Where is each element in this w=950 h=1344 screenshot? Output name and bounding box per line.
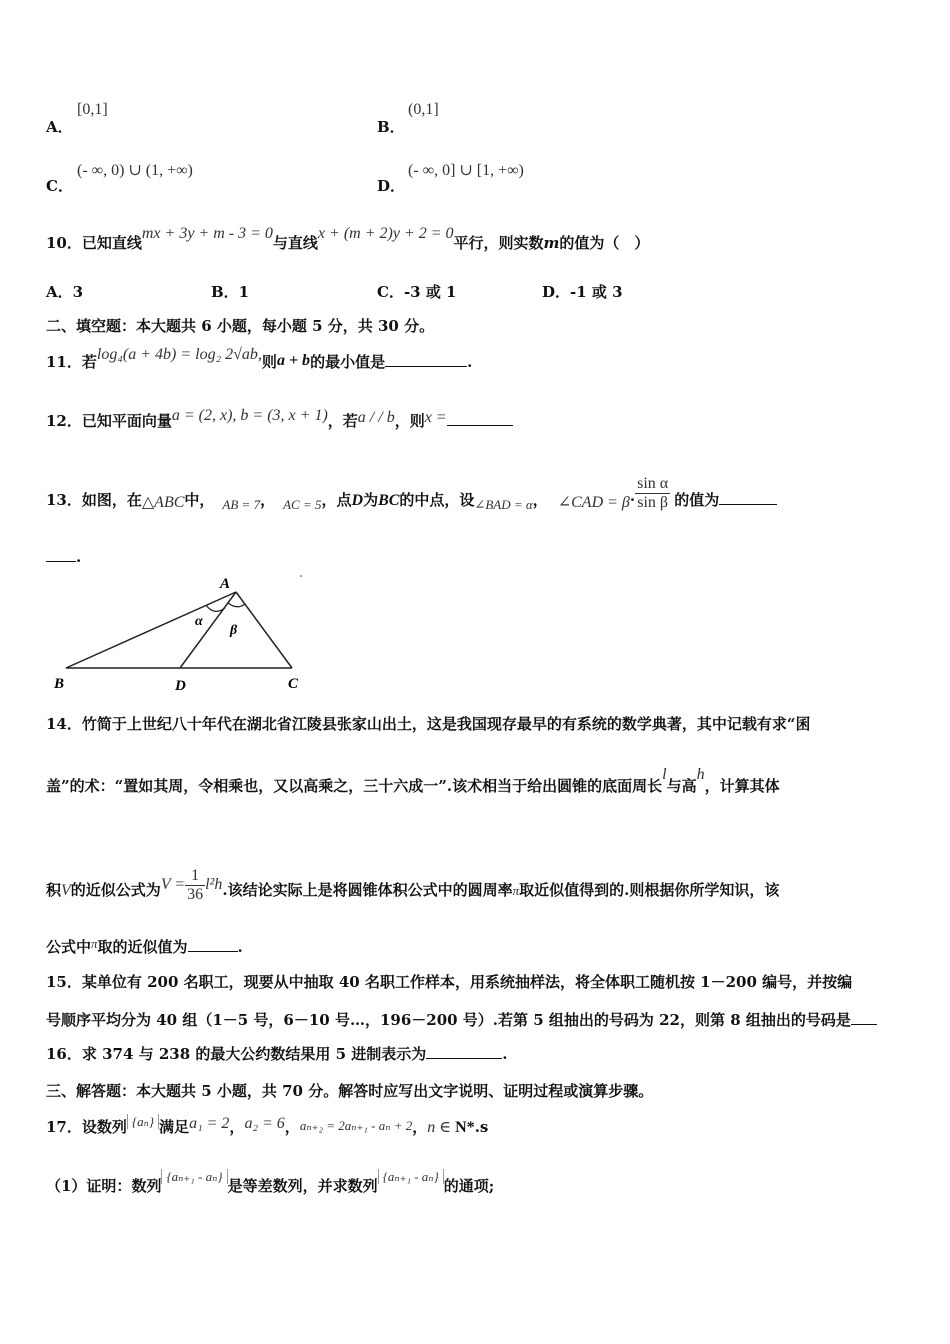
q11-prefix: 11．若 bbox=[46, 353, 97, 371]
q13-continuation bbox=[46, 547, 81, 566]
q14-line1: 14．竹简于上世纪八十年代在湖北省江陵县张家山出土，这是我国现存最早的有系统的数学典著，其中记载有求“囷 bbox=[46, 715, 811, 733]
q13-bad: ∠BAD = α bbox=[474, 497, 533, 513]
q14-line4a: 公式中 bbox=[46, 938, 92, 956]
q14-line3a: 积 bbox=[46, 881, 62, 900]
q10-prefix: 10．已知直线 bbox=[46, 234, 142, 252]
q15-answer-blank bbox=[851, 1010, 877, 1025]
figure-angle-alpha-arc bbox=[206, 605, 225, 611]
q17-sep3: ， bbox=[412, 1118, 428, 1136]
q13-answer-blank bbox=[719, 490, 777, 505]
q11-var: a + b bbox=[276, 352, 311, 369]
q13-triangle-figure bbox=[50, 568, 320, 698]
q12-mid: ，若 bbox=[327, 412, 358, 430]
q11-stem: 11．若log₄(a + 4b) = log₂ 2√ab,则a + b的最小值是 . bbox=[46, 346, 473, 371]
q14-line3d: 取近似值得到的.则根据你所学知识，该 bbox=[519, 881, 780, 900]
q14-formula-lhs: V = bbox=[160, 876, 186, 894]
q15-line1: 15．某单位有 200 名职工，现要从中抽取 40 名职工作样本，用系统抽样法，将全体职工随机按 1－200 编号，并按编 bbox=[46, 973, 853, 991]
q9-option-b-expr: (0,1] bbox=[408, 101, 439, 118]
q13-t1: 中， bbox=[184, 491, 215, 510]
q14-formula-rhs: l²h bbox=[205, 876, 223, 894]
q13-frac-num: sin α bbox=[637, 475, 669, 492]
q17-prefix: 17．设数列 bbox=[46, 1118, 127, 1136]
q17-recurrence: aₙ₊₂ = 2aₙ₊₁ - aₙ + 2 bbox=[299, 1118, 413, 1133]
q10-option-d: D．-1 或 3 bbox=[542, 283, 623, 301]
q11-expr: log₄(a + 4b) = log₂ 2√ab, bbox=[96, 346, 262, 363]
q10-line1: mx + 3y + m - 3 = 0 bbox=[141, 225, 273, 242]
q14-pi: π bbox=[512, 883, 520, 899]
q15-line2-wrap bbox=[46, 1009, 877, 1030]
q13-t3: ，点 bbox=[321, 491, 352, 510]
q13-t2: ， bbox=[260, 491, 276, 510]
q9-option-a-expr: [0,1] bbox=[77, 101, 108, 118]
q17-sep1: ， bbox=[229, 1118, 245, 1136]
q14-line4b: 取的近似值为 bbox=[97, 938, 188, 956]
q11-mid: 则 bbox=[261, 353, 277, 371]
q9-option-a-label: A． bbox=[46, 118, 73, 136]
q12-ask: x = bbox=[424, 409, 447, 426]
figure-label-c: C bbox=[288, 676, 299, 692]
q14-pi-2: π bbox=[91, 936, 98, 951]
figure-side-ab bbox=[66, 592, 236, 668]
q10-var: m bbox=[543, 234, 560, 252]
q17-a2: a₂ = 6 bbox=[244, 1115, 285, 1132]
q17-seq: {aₙ} bbox=[127, 1114, 159, 1129]
q12-cond: a / / b bbox=[357, 409, 395, 426]
q14-line2c: ，计算其体 bbox=[704, 777, 780, 795]
q13-bc: BC bbox=[378, 492, 400, 510]
q13-triangle: △ABC bbox=[141, 494, 185, 512]
q10-option-a: A．3 bbox=[46, 283, 84, 301]
figure-side-ac bbox=[236, 592, 292, 668]
figure-label-d: D bbox=[175, 678, 186, 694]
figure-stray-dot bbox=[300, 575, 302, 577]
q17-a1: a₁ = 2 bbox=[189, 1115, 230, 1132]
q12-mid2: ，则 bbox=[394, 412, 425, 430]
q14-var-l: l bbox=[662, 766, 667, 783]
figure-label-beta: β bbox=[230, 623, 238, 638]
q10-option-c: C．-3 或 1 bbox=[377, 283, 457, 301]
q16-end: . bbox=[502, 1045, 508, 1063]
section-3-heading: 三、解答题：本大题共 5 小题，共 70 分。解答时应写出文字说明、证明过程或演算步骤。 bbox=[46, 1082, 654, 1100]
q14-line4c: . bbox=[237, 938, 243, 956]
q12-stem bbox=[46, 407, 513, 431]
q13-t5: 的中点，设 bbox=[399, 491, 475, 510]
figure-label-b: B bbox=[54, 676, 65, 692]
q13-stem bbox=[46, 475, 777, 519]
q14-formula-den: 36 bbox=[187, 885, 204, 903]
q9-option-d-label: D． bbox=[377, 177, 406, 195]
q17-sep2: ， bbox=[284, 1118, 300, 1136]
q13-fraction bbox=[635, 475, 670, 511]
q17-part1 bbox=[46, 1169, 495, 1196]
q9-option-c-label: C． bbox=[46, 177, 73, 195]
q17-tail: .s bbox=[474, 1118, 489, 1136]
q15-line2: 号顺序平均分为 40 组（1－5 号，6－10 号…，196－200 号）.若第 5 组抽出的号码为 22，则第 8 组抽出的号码是 bbox=[46, 1011, 851, 1029]
q12-prefix: 12．已知平面向量 bbox=[46, 412, 172, 430]
q17-n: n ∈ bbox=[427, 1119, 456, 1136]
q10-line2: x + (m + 2)y + 2 = 0 bbox=[317, 225, 454, 242]
q10-stem bbox=[46, 225, 650, 253]
q17-1-suffix: 的通项; bbox=[443, 1177, 495, 1195]
q9-option-b-label: B． bbox=[377, 118, 405, 136]
q17-1-prefix: （1）证明：数列 bbox=[46, 1177, 162, 1195]
q17-t1: 满足 bbox=[159, 1118, 190, 1136]
q13-end-dot: . bbox=[76, 548, 82, 566]
q11-answer-blank bbox=[385, 352, 467, 367]
q14-formula-num: 1 bbox=[185, 867, 205, 886]
figure-label-alpha: α bbox=[195, 614, 203, 629]
q13-cad: ∠CAD = β bbox=[557, 494, 630, 512]
q13-t4: 为 bbox=[363, 491, 379, 510]
q13-dot: · bbox=[629, 491, 636, 510]
q14-line3c: .该结论实际上是将圆锥体积公式中的圆周率 bbox=[222, 881, 513, 900]
q13-prefix: 13．如图，在 bbox=[46, 491, 142, 510]
q14-line2a: 盖”的术：“置如其周，令相乘也，又以高乘之，三十六成一”.该术相当于给出圆锥的底面周长 bbox=[46, 777, 663, 795]
q17-1-mid: 是等差数列，并求数列 bbox=[227, 1177, 378, 1195]
q17-stem bbox=[46, 1116, 488, 1137]
q14-line3b: 的近似公式为 bbox=[70, 881, 161, 900]
q13-answer-blank-cont bbox=[46, 547, 76, 562]
figure-angle-beta-arc bbox=[228, 603, 245, 607]
q14-line2 bbox=[46, 766, 780, 796]
q16-answer-blank bbox=[426, 1044, 502, 1059]
q14-var-h: h bbox=[696, 766, 705, 783]
q13-ab: AB = 7 bbox=[222, 497, 261, 513]
figure-median-ad bbox=[180, 592, 236, 668]
q10-suffix-b: 的值为（ ） bbox=[559, 234, 650, 252]
q14-formula-fraction bbox=[185, 867, 205, 903]
q17-1-seq2: {aₙ₊₁ - aₙ} bbox=[378, 1169, 444, 1184]
q11-suffix: 的最小值是 bbox=[310, 353, 386, 371]
q13-ac: AC = 5 bbox=[283, 497, 322, 513]
figure-label-a: A bbox=[220, 576, 231, 592]
q9-option-c-expr: (- ∞, 0) ∪ (1, +∞) bbox=[77, 162, 193, 179]
q12-expr: a = (2, x), b = (3, x + 1) bbox=[171, 407, 328, 424]
q13-suffix: 的值为 bbox=[674, 491, 720, 510]
q13-t6: ， bbox=[532, 491, 548, 510]
q14-var-v: V bbox=[61, 882, 71, 900]
q17-N: N* bbox=[455, 1119, 475, 1136]
q14-line4 bbox=[46, 936, 243, 957]
q17-1-seq1: {aₙ₊₁ - aₙ} bbox=[161, 1169, 227, 1184]
q9-option-d-expr: (- ∞, 0] ∪ [1, +∞) bbox=[408, 162, 524, 179]
q14-line3 bbox=[46, 867, 780, 909]
section-2-heading: 二、填空题：本大题共 6 小题，每小题 5 分，共 30 分。 bbox=[46, 317, 435, 335]
q16-line bbox=[46, 1043, 508, 1064]
q14-answer-blank bbox=[188, 937, 238, 952]
q10-option-b: B．1 bbox=[211, 283, 250, 301]
q12-answer-blank bbox=[447, 411, 513, 426]
q14-line2b: 与高 bbox=[666, 777, 697, 795]
q16-text: 16．求 374 与 238 的最大公约数结果用 5 进制表示为 bbox=[46, 1045, 427, 1063]
q13-frac-den: sin β bbox=[637, 493, 669, 511]
q13-d: D bbox=[351, 492, 364, 510]
q10-mid: 与直线 bbox=[272, 234, 318, 252]
q10-suffix-a: 平行，则实数 bbox=[453, 234, 544, 252]
